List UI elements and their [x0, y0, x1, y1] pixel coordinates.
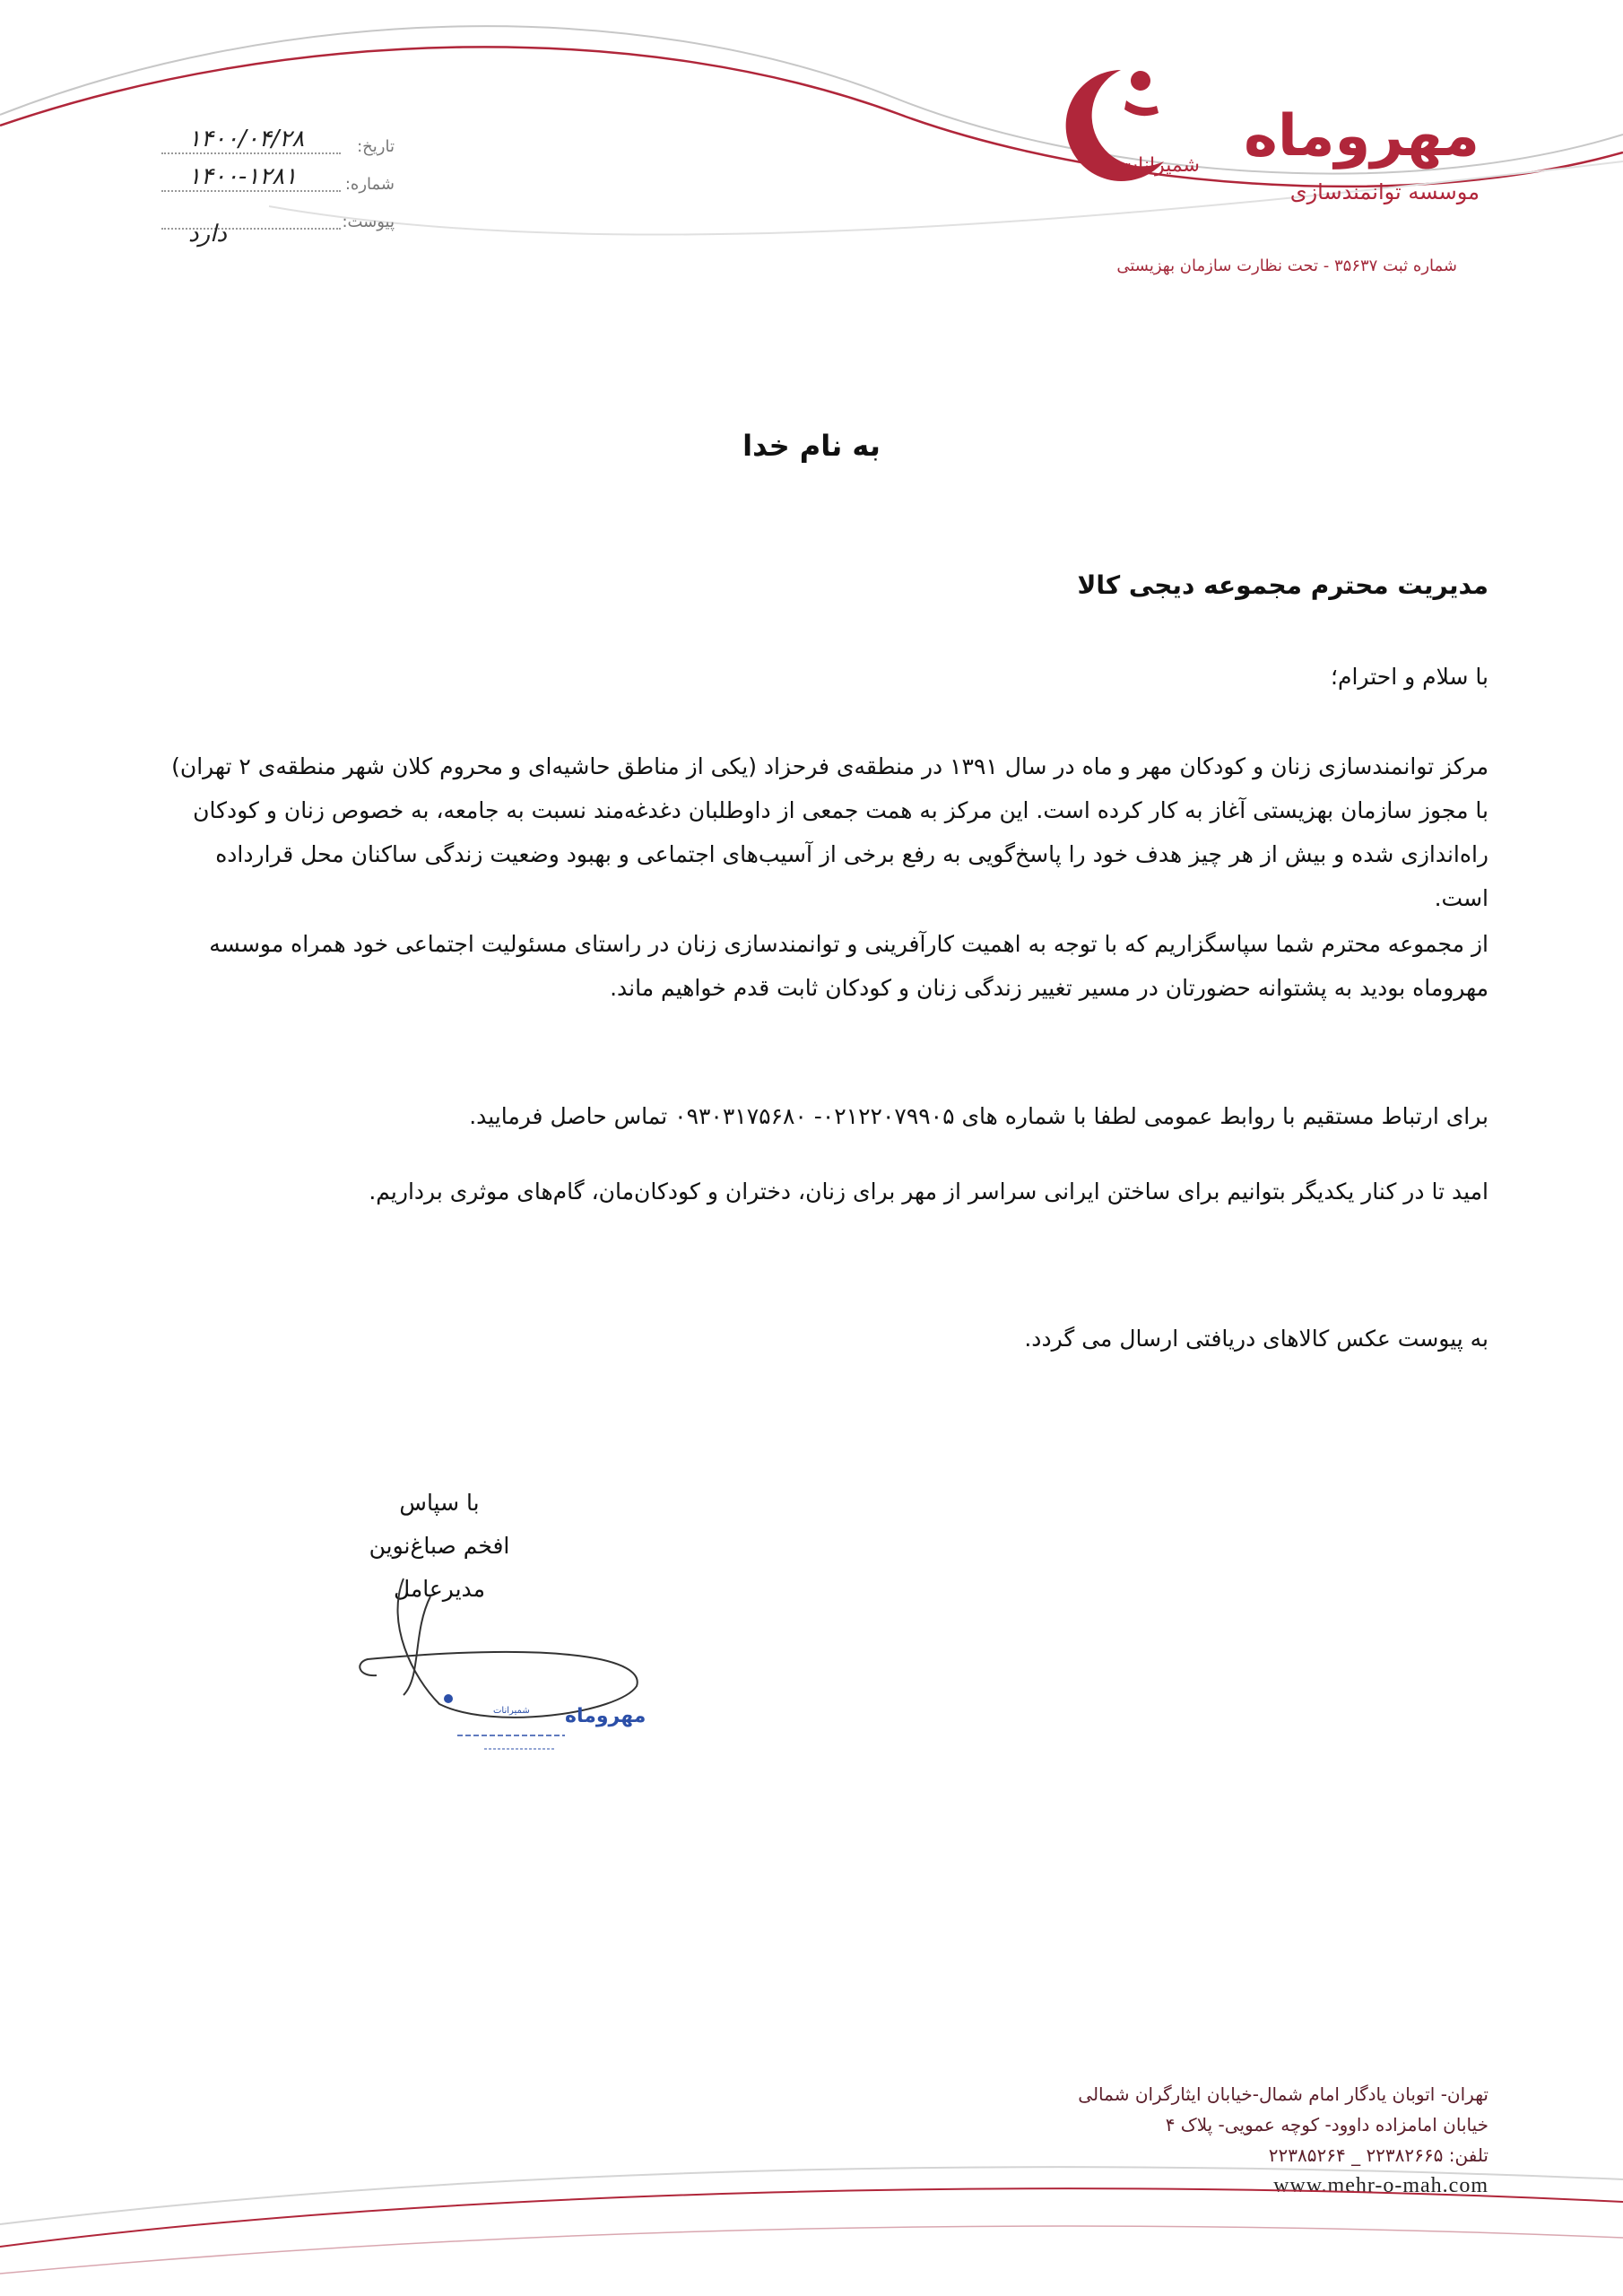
- stamp-region: شمیرانات: [493, 1706, 530, 1716]
- number-value: ۱۴۰۰-۱۲۸۱: [188, 163, 298, 190]
- paragraph-line: از مجموعه محترم شما سپاسگزاریم که با توجه به اهمیت کارآفرینی و توانمندسازی زنان در راستای مسئولیت اجتماعی خود همراه موسسه: [209, 931, 1488, 957]
- letter-heading: به نام خدا: [742, 429, 881, 463]
- number-label: شماره:: [344, 175, 395, 194]
- organization-logo: [1058, 54, 1480, 215]
- stamp-logo-icon: [427, 1694, 456, 1735]
- address-line-2: خیابان امامزاده داوود- کوچه عمویی- پلاک ۴: [1165, 2114, 1488, 2135]
- date-row: [161, 124, 395, 160]
- logo-region: شمیرانات: [1119, 154, 1200, 177]
- paragraph-thanks: [126, 922, 1488, 1010]
- closing: با سپاس: [399, 1490, 480, 1516]
- paragraph-line: با مجوز سازمان بهزیستی آغاز به کار کرده است. این مرکز به همت جمعی از داوطلبان دغدغه‌مند نسبت به جامعه، به خصوص زنان و کودکان: [193, 797, 1488, 823]
- attachment-note: به پیوست عکس کالاهای دریافتی ارسال می گردد.: [1024, 1326, 1488, 1352]
- date-value: ۱۴۰۰/۰۴/۲۸: [188, 126, 305, 152]
- dotted-line: [161, 152, 341, 154]
- paragraph-line: مهروماه بودید به پشتوانه حضورتان در مسیر تغییر زندگی زنان و کودکان ثابت قدم خواهیم ماند.: [610, 975, 1488, 1001]
- greeting: با سلام و احترام؛: [1331, 664, 1488, 690]
- paragraph-line: مرکز توانمندسازی زنان و کودکان مهر و ماه در سال ۱۳۹۱ در منطقه‌ی فرحزاد (یکی از مناطق حاشیه‌ای و محروم کلان شهر منطقه‌ی ۲ تهران): [171, 753, 1488, 779]
- paragraph-line: راه‌اندازی شده و بیش از هر چیز هدف خود را پاسخ‌گویی به رفع برخی از آسیب‌های اجتماعی و بهبود وضعیت زندگی ساکنان محل قرارداده: [215, 841, 1488, 867]
- recipient: مدیریت محترم مجموعه دیجی کالا: [1077, 570, 1488, 600]
- logo-subtitle: موسسه توانمندسازی: [1289, 179, 1480, 204]
- hope-line: امید تا در کنار یکدیگر بتوانیم برای ساختن ایرانی سراسر از مهر برای زنان، دختران و کودکان‌مان، گام‌های موثری برداریم.: [369, 1178, 1488, 1205]
- dotted-line: [161, 190, 341, 192]
- registration-line: شماره ثبت ۳۵۶۳۷ - تحت نظارت سازمان بهزیستی: [1116, 257, 1457, 275]
- contact-line: برای ارتباط مستقیم با روابط عمومی لطفا با شماره های ۰۲۱۲۲۰۷۹۹۰۵- ۰۹۳۰۳۱۷۵۶۸۰ تماس حاصل فرمایید.: [469, 1103, 1488, 1129]
- logo-wordmark: مهروماه: [1244, 103, 1480, 170]
- phone-line: تلفن: ۲۲۳۸۲۶۶۵ _ ۲۲۳۸۵۲۶۴: [1268, 2144, 1488, 2166]
- signer-name: افخم صباغ‌نوین: [369, 1533, 510, 1559]
- date-label: تاریخ:: [357, 137, 395, 156]
- attachment-row: [161, 199, 395, 248]
- signature-and-stamp: [350, 1570, 655, 1767]
- paragraph-line: است.: [1434, 885, 1488, 911]
- stamp-logo-text: مهروماه: [565, 1705, 647, 1727]
- address-line-1: تهران- اتوبان یادگار امام شمال-خیابان ایثارگران شمالی: [1078, 2083, 1488, 2105]
- footer-decorative-curves: [0, 2090, 1623, 2296]
- signer-title: مدیرعامل: [393, 1576, 486, 1602]
- attachment-value: دارد: [188, 221, 227, 248]
- attachment-label: پیوست:: [342, 213, 395, 231]
- number-row: [161, 161, 395, 197]
- paragraph-intro: [126, 744, 1488, 920]
- website-link[interactable]: www.mehr-o-mah.com: [1273, 2174, 1488, 2197]
